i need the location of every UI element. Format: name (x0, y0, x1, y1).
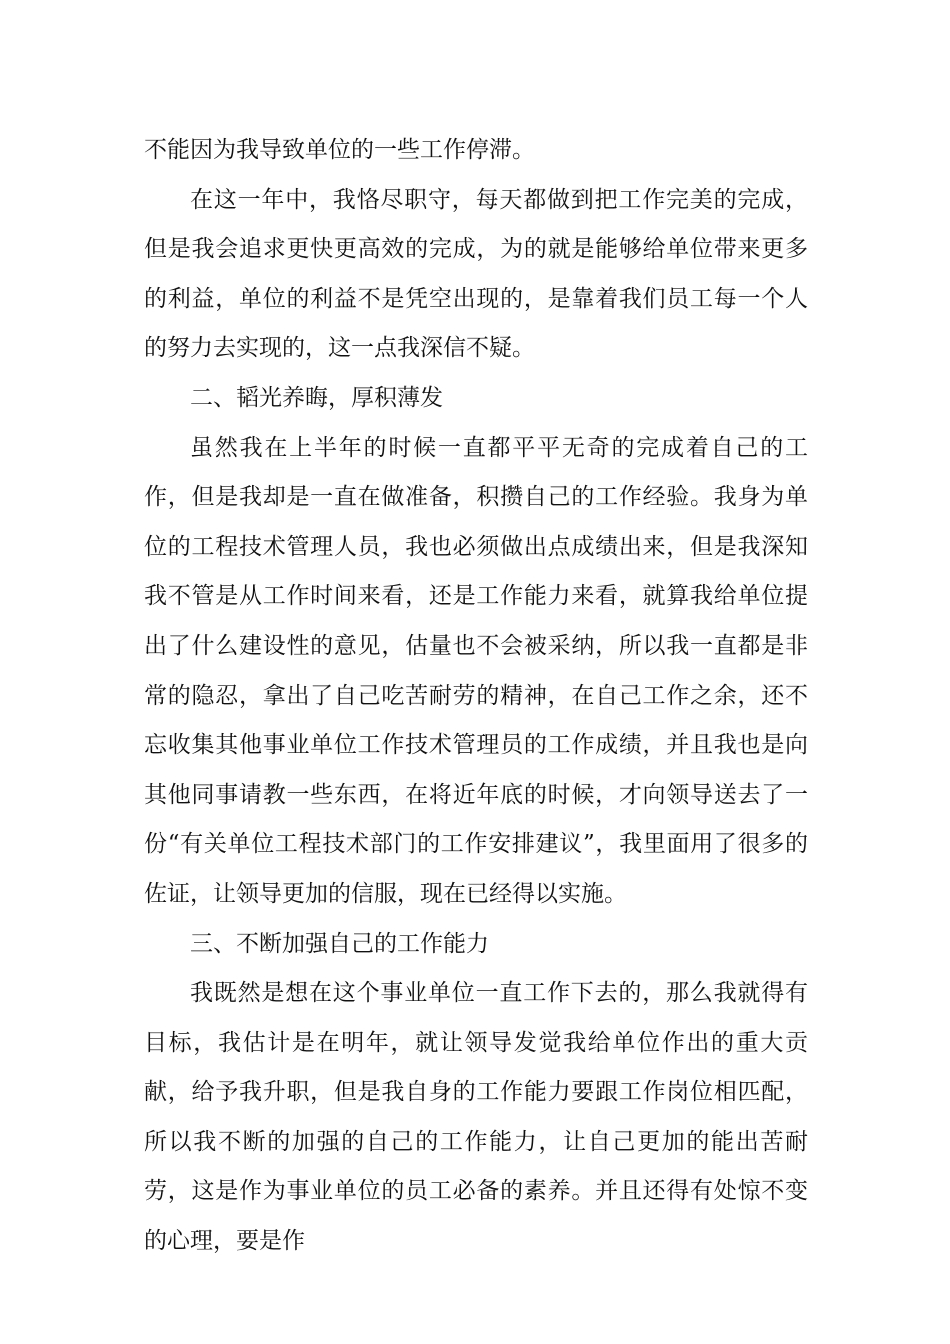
section-heading-3: 三、不断加强自己的工作能力 (190, 930, 489, 957)
paragraph-ability: 我既然是想在这个事业单位一直工作下去的，那么我就得有目标，我估计是在明年，就让领导发觉我给单位作出的重大贡献，给予我升职，但是我自身的工作能力要跟工作岗位相匹配，所以我不断的加强的自己的工作能力，让自己更加的能出苦耐劳，这是作为事业单位的员工必备的素养。并且还得有处惊不变的心理，要是作 (144, 980, 808, 1255)
paragraph-continuation: 不能因为我导致单位的一些工作停滞。 (144, 137, 535, 163)
paragraph-duty: 在这一年中，我恪尽职守，每天都做到把工作完美的完成，但是我会追求更快更高效的完成，为的就是能够给单位带来更多的利益，单位的利益不是凭空出现的，是靠着我们员工每一个人的努力去实现的，这一点我深信不疑。 (144, 186, 808, 362)
paragraph-preparation: 虽然我在上半年的时候一直都平平无奇的完成着自己的工作，但是我却是一直在做准备，积攒自己的工作经验。我身为单位的工程技术管理人员，我也必须做出点成绩出来，但是我深知我不管是从工作时间来看，还是工作能力来看，就算我给单位提出了什么建设性的意见，估量也不会被采纳，所以我一直都是非常的隐忍，拿出了自己吃苦耐劳的精神，在自己工作之余，还不忘收集其他事业单位工作技术管理员的工作成绩，并且我也是向其他同事请教一些东西，在将近年底的时候，才向领导送去了一份“有关单位工程技术部门的工作安排建议”，我里面用了很多的佐证，让领导更加的信服，现在已经得以实施。 (144, 434, 808, 907)
document-body (144, 126, 808, 1267)
section-heading-2: 二、韬光养晦，厚积薄发 (190, 384, 443, 411)
